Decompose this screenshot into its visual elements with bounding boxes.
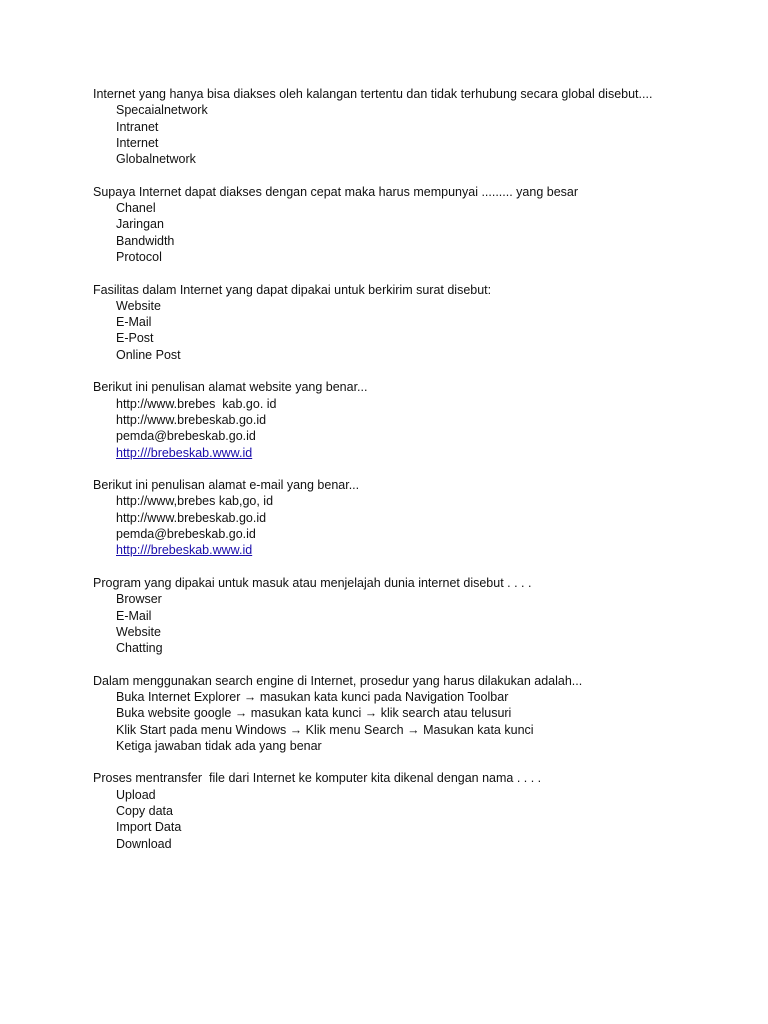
- question-text: Berikut ini penulisan alamat website yang benar...: [93, 380, 368, 395]
- answer-option: Klik Start pada menu Windows → Klik menu Search → Masukan kata kunci: [116, 722, 534, 737]
- answer-options: [93, 689, 733, 754]
- answer-options: [93, 591, 733, 656]
- answer-option: E-Mail: [116, 315, 152, 330]
- answer-option: E-Post: [116, 331, 154, 346]
- answer-option: Upload: [116, 787, 156, 802]
- answer-option: Online Post: [116, 347, 181, 362]
- answer-options: [93, 493, 733, 558]
- answer-options: [93, 298, 733, 363]
- question-text: Fasilitas dalam Internet yang dapat dipakai untuk berkirim surat disebut:: [93, 282, 492, 297]
- answer-option: Specaialnetwork: [116, 103, 208, 118]
- question-text: Supaya Internet dapat diakses dengan cepat maka harus mempunyai ......... yang besar: [93, 184, 579, 199]
- question-text: Dalam menggunakan search engine di Internet, prosedur yang harus dilakukan adalah...: [93, 673, 583, 688]
- answer-option: Chanel: [116, 201, 156, 216]
- answer-option: Chatting: [116, 641, 163, 656]
- question-4: [93, 379, 733, 460]
- answer-option: Ketiga jawaban tidak ada yang benar: [116, 738, 322, 753]
- answer-option: http://www.brebeskab.go.id: [116, 510, 267, 525]
- answer-options: [93, 787, 733, 852]
- question-5: [93, 477, 733, 558]
- question-text: Program yang dipakai untuk masuk atau menjelajah dunia internet disebut . . . .: [93, 575, 532, 590]
- answer-option: Globalnetwork: [116, 152, 196, 167]
- document-page: [93, 86, 733, 868]
- question-3: [93, 282, 733, 363]
- answer-option: Buka Internet Explorer → masukan kata kunci pada Navigation Toolbar: [116, 689, 509, 704]
- answer-option: Copy data: [116, 804, 173, 819]
- answer-option-link[interactable]: http:///brebeskab.www.id: [116, 543, 253, 558]
- answer-options: [93, 396, 733, 461]
- answer-option: Protocol: [116, 249, 162, 264]
- answer-option: Website: [116, 624, 161, 639]
- answer-option: pemda@brebeskab.go.id: [116, 527, 256, 542]
- answer-option: http://www.brebeskab.go.id: [116, 412, 267, 427]
- question-2: [93, 184, 733, 265]
- question-text: Berikut ini penulisan alamat e-mail yang benar...: [93, 478, 360, 493]
- question-8: [93, 770, 733, 851]
- answer-option: Website: [116, 298, 161, 313]
- answer-options: [93, 102, 733, 167]
- question-1: [93, 86, 733, 167]
- answer-option: Internet: [116, 135, 159, 150]
- answer-option: Jaringan: [116, 217, 164, 232]
- answer-option-link[interactable]: http:///brebeskab.www.id: [116, 445, 253, 460]
- question-text: Proses mentransfer file dari Internet ke komputer kita dikenal dengan nama . . . .: [93, 771, 542, 786]
- question-6: [93, 575, 733, 656]
- answer-option: E-Mail: [116, 608, 152, 623]
- answer-option: http://www,brebes kab,go, id: [116, 494, 274, 509]
- answer-option: Bandwidth: [116, 233, 175, 248]
- answer-option: Intranet: [116, 119, 159, 134]
- answer-options: [93, 200, 733, 265]
- answer-option: pemda@brebeskab.go.id: [116, 429, 256, 444]
- answer-option: Browser: [116, 592, 162, 607]
- answer-option: Download: [116, 836, 172, 851]
- answer-option: Buka website google → masukan kata kunci → klik search atau telusuri: [116, 706, 512, 721]
- question-7: [93, 673, 733, 754]
- answer-option: Import Data: [116, 820, 182, 835]
- question-text: Internet yang hanya bisa diakses oleh kalangan tertentu dan tidak terhubung secara global disebut....: [93, 87, 653, 101]
- answer-option: http://www.brebes kab.go. id: [116, 396, 277, 411]
